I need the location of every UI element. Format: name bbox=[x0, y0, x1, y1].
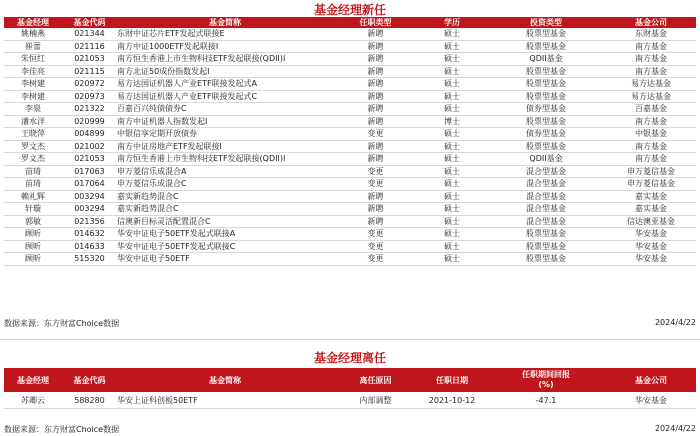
col-header-return: 任职期间回报 (%) bbox=[486, 368, 606, 392]
table-cell: 股票型基金 bbox=[526, 41, 566, 51]
table-cell: 硕士 bbox=[444, 191, 460, 201]
table-cell: 中银基金 bbox=[635, 129, 667, 139]
table-cell: 南方恒生香港上市生物科技ETF发起联接(QDII)I bbox=[117, 154, 286, 164]
table-cell: 罗文杰 bbox=[21, 141, 45, 151]
table-cell: 硕士 bbox=[444, 204, 460, 214]
table-cell: 020999 bbox=[74, 116, 105, 126]
table-cell: 混合型基金 bbox=[526, 216, 566, 226]
table-row bbox=[4, 28, 696, 40]
table-cell: 硕士 bbox=[444, 29, 460, 39]
table-cell: 017064 bbox=[74, 179, 105, 189]
table-cell: 股票型基金 bbox=[526, 241, 566, 251]
table-cell: 021053 bbox=[74, 54, 105, 64]
table-cell: 苗琦 bbox=[25, 166, 41, 176]
data-source-text: 数据来源：东方财富Choice数据 bbox=[4, 319, 120, 328]
table-cell: 014632 bbox=[74, 229, 105, 239]
table-cell: 003294 bbox=[74, 204, 105, 214]
table-cell: 新聘 bbox=[367, 191, 384, 201]
table-cell: 华安基金 bbox=[635, 229, 667, 239]
table-cell: 李树建 bbox=[21, 79, 45, 89]
table-cell: 新聘 bbox=[367, 79, 384, 89]
table-cell: 顾昕 bbox=[25, 229, 41, 239]
table-header-row bbox=[4, 17, 696, 28]
table-cell: 硕士 bbox=[444, 154, 460, 164]
table-cell: 嘉实基金 bbox=[635, 191, 667, 201]
table-cell: 021322 bbox=[74, 104, 105, 114]
table-cell: 南方基金 bbox=[635, 141, 667, 151]
table-cell: 变更 bbox=[367, 129, 384, 139]
table-cell: 南方恒生香港上市生物科技ETF发起联接(QDII)I bbox=[117, 54, 286, 64]
new-managers-table bbox=[4, 17, 696, 266]
table-cell: 华安基金 bbox=[635, 254, 667, 264]
table-cell: 新聘 bbox=[367, 104, 384, 114]
table-cell: 新聘 bbox=[367, 66, 384, 76]
table-cell: 崔蕾 bbox=[25, 41, 41, 51]
table-cell: 硕士 bbox=[444, 241, 460, 251]
table-cell: 申万菱信基金 bbox=[627, 179, 675, 189]
section-divider bbox=[0, 339, 700, 340]
table-cell: -47.1 bbox=[535, 395, 557, 405]
table-row bbox=[4, 78, 696, 91]
table-cell: 华安中证电子50ETF发起式联接C bbox=[117, 241, 236, 251]
table-cell: 021053 bbox=[74, 154, 105, 164]
table-cell: 股票型基金 bbox=[526, 91, 566, 101]
table-row bbox=[4, 240, 696, 253]
table-cell: 赖礼辉 bbox=[21, 191, 45, 201]
table-cell: 017063 bbox=[74, 166, 105, 176]
date-text: 2024/4/22 bbox=[654, 318, 696, 327]
table-cell: 硕士 bbox=[444, 54, 460, 64]
table-cell: QDII基金 bbox=[529, 54, 563, 64]
table-cell: 南方基金 bbox=[635, 66, 667, 76]
table-cell: 003294 bbox=[74, 191, 105, 201]
table-cell: 新聘 bbox=[367, 41, 384, 51]
table-cell: 轩璇 bbox=[25, 204, 41, 214]
table-cell: 变更 bbox=[367, 229, 384, 239]
table-row bbox=[4, 228, 696, 241]
table-cell: 新聘 bbox=[367, 141, 384, 151]
table-cell: 股票型基金 bbox=[526, 141, 566, 151]
col-header-education: 学历 bbox=[418, 17, 486, 28]
table-cell: 硕士 bbox=[444, 129, 460, 139]
table-cell: 南方基金 bbox=[635, 41, 667, 51]
table-cell: 014633 bbox=[74, 241, 105, 251]
table-cell: 中银信享定期开放债券 bbox=[117, 129, 197, 139]
table-cell: 硕士 bbox=[444, 166, 460, 176]
section-title-departed-managers: 基金经理离任 bbox=[313, 351, 386, 365]
table-cell: 信澳新目标灵活配置混合C bbox=[117, 216, 211, 226]
table-cell: 硕士 bbox=[444, 216, 460, 226]
table-cell: 硕士 bbox=[444, 229, 460, 239]
col-header-type: 任职类型 bbox=[333, 17, 418, 28]
table-cell: 苏卿云 bbox=[21, 395, 45, 405]
col-header-start-date: 任职日期 bbox=[418, 368, 486, 392]
table-cell: 2021-10-12 bbox=[428, 395, 476, 405]
table-cell: 变更 bbox=[367, 254, 384, 264]
table-cell: 申万菱信乐成混合A bbox=[117, 166, 187, 176]
table-cell: 南方基金 bbox=[635, 54, 667, 64]
table-cell: 新聘 bbox=[367, 116, 384, 126]
table-cell: 易方达基金 bbox=[631, 91, 671, 101]
col-header-company: 基金公司 bbox=[606, 17, 696, 28]
table-cell: 南方中证房地产ETF发起联接I bbox=[117, 141, 222, 151]
table-cell: 新聘 bbox=[367, 154, 384, 164]
data-source-text: 数据来源：东方财富Choice数据 bbox=[4, 425, 120, 434]
table-cell: 021344 bbox=[74, 29, 105, 39]
table-cell: 朱恒红 bbox=[21, 54, 45, 64]
col-header-name: 基金简称 bbox=[117, 17, 333, 28]
table-row bbox=[4, 203, 696, 216]
table-cell: 混合型基金 bbox=[526, 204, 566, 214]
table-cell: 021116 bbox=[74, 41, 105, 51]
table-cell: 硕士 bbox=[444, 66, 460, 76]
table-cell: 嘉实基金 bbox=[635, 204, 667, 214]
col-header-reason: 离任原因 bbox=[333, 368, 418, 392]
table-cell: 股票型基金 bbox=[526, 229, 566, 239]
table-cell: 东财中证芯片ETF发起式联接E bbox=[117, 29, 225, 39]
table-cell: 李佳亮 bbox=[21, 66, 45, 76]
table-row bbox=[4, 103, 696, 116]
table-cell: 顾昕 bbox=[25, 241, 41, 251]
table-cell: 变更 bbox=[367, 166, 384, 176]
table-cell: 内部调整 bbox=[359, 395, 392, 405]
table-cell: 南方北证50成份指数发起I bbox=[117, 66, 210, 76]
table-cell: 易方达国证机器人产业ETF联接发起式C bbox=[117, 91, 258, 101]
footer-2 bbox=[4, 424, 696, 435]
table-cell: 百嘉百兴纯债债券C bbox=[117, 104, 187, 114]
table-cell: 股票型基金 bbox=[526, 79, 566, 89]
table-cell: 李树建 bbox=[21, 91, 45, 101]
table-cell: 博士 bbox=[444, 116, 460, 126]
table-cell: 004899 bbox=[74, 129, 105, 139]
table-row bbox=[4, 115, 696, 128]
table-cell: 债券型基金 bbox=[526, 104, 566, 114]
table-row bbox=[4, 190, 696, 203]
table-cell: 罗文杰 bbox=[21, 154, 45, 164]
table-cell: 新聘 bbox=[367, 204, 384, 214]
table-row bbox=[4, 65, 696, 78]
table-cell: 王晓萍 bbox=[21, 129, 45, 139]
table-cell: 新聘 bbox=[367, 54, 384, 64]
table-cell: QDII基金 bbox=[529, 154, 563, 164]
table-cell: 股票型基金 bbox=[526, 66, 566, 76]
table-cell: 混合型基金 bbox=[526, 179, 566, 189]
table-cell: 515320 bbox=[74, 254, 105, 264]
table-row bbox=[4, 178, 696, 191]
col-header-code: 基金代码 bbox=[62, 17, 117, 28]
table-cell: 硕士 bbox=[444, 91, 460, 101]
col-header-name: 基金简称 bbox=[117, 368, 333, 392]
table-cell: 硕士 bbox=[444, 141, 460, 151]
table-cell: 嘉实新趋势混合C bbox=[117, 204, 179, 214]
table-cell: 债券型基金 bbox=[526, 129, 566, 139]
table-header-row bbox=[4, 368, 696, 392]
table-row bbox=[4, 90, 696, 103]
table-row bbox=[4, 53, 696, 66]
departed-managers-table bbox=[4, 368, 696, 409]
date-text: 2024/4/22 bbox=[654, 424, 696, 433]
table-cell: 股票型基金 bbox=[526, 254, 566, 264]
table-cell: 南方基金 bbox=[635, 154, 667, 164]
footer-1 bbox=[4, 318, 696, 329]
table-cell: 苗琦 bbox=[25, 179, 41, 189]
table-cell: 郭敏 bbox=[25, 216, 41, 226]
table-cell: 021002 bbox=[74, 141, 105, 151]
table-cell: 硕士 bbox=[444, 79, 460, 89]
table-cell: 华安中证电子50ETF bbox=[117, 254, 190, 264]
table-cell: 易方达国证机器人产业ETF联接发起式A bbox=[117, 79, 258, 89]
table-cell: 潘水洋 bbox=[21, 116, 45, 126]
table-cell: 李泉 bbox=[25, 104, 41, 114]
table-cell: 姚楠燕 bbox=[21, 29, 45, 39]
table-row bbox=[4, 215, 696, 228]
table-cell: 变更 bbox=[367, 179, 384, 189]
col-header-invest-type: 投资类型 bbox=[486, 17, 606, 28]
table-cell: 020972 bbox=[74, 79, 105, 89]
table-cell: 华安中证电子50ETF发起式联接A bbox=[117, 229, 236, 239]
table-cell: 020973 bbox=[74, 91, 105, 101]
table-cell: 股票型基金 bbox=[526, 116, 566, 126]
table-cell: 新聘 bbox=[367, 91, 384, 101]
table-cell: 588280 bbox=[74, 395, 105, 405]
table-cell: 021356 bbox=[74, 216, 105, 226]
table-cell: 华安上证科创板50ETF bbox=[117, 395, 198, 405]
table-cell: 硕士 bbox=[444, 104, 460, 114]
col-header-company: 基金公司 bbox=[606, 368, 696, 392]
table-row bbox=[4, 153, 696, 166]
table-row bbox=[4, 128, 696, 141]
table-cell: 新聘 bbox=[367, 216, 384, 226]
table-row bbox=[4, 392, 696, 409]
table-row bbox=[4, 253, 696, 266]
col-header-manager: 基金经理 bbox=[4, 17, 62, 28]
table-cell: 混合型基金 bbox=[526, 166, 566, 176]
table-cell: 南方中证机器人指数发起I bbox=[117, 116, 208, 126]
table-cell: 易方达基金 bbox=[631, 79, 671, 89]
table-cell: 股票型基金 bbox=[526, 29, 566, 39]
table-row bbox=[4, 165, 696, 178]
table-cell: 申万菱信乐成混合C bbox=[117, 179, 187, 189]
table-cell: 混合型基金 bbox=[526, 191, 566, 201]
table-cell: 南方基金 bbox=[635, 116, 667, 126]
table-cell: 硕士 bbox=[444, 254, 460, 264]
section-title-new-managers: 基金经理新任 bbox=[313, 3, 386, 17]
table-cell: 华安基金 bbox=[635, 395, 667, 405]
table-cell: 硕士 bbox=[444, 41, 460, 51]
col-header-manager: 基金经理 bbox=[4, 368, 62, 392]
table-cell: 嘉实新趋势混合C bbox=[117, 191, 179, 201]
table-cell: 申万菱信基金 bbox=[627, 166, 675, 176]
table-cell: 南方中证1000ETF发起联接I bbox=[117, 41, 219, 51]
table-cell: 华安基金 bbox=[635, 241, 667, 251]
table-cell: 顾昕 bbox=[25, 254, 41, 264]
table-cell: 新聘 bbox=[367, 29, 384, 39]
table-cell: 信达澳亚基金 bbox=[627, 216, 675, 226]
table-cell: 021115 bbox=[74, 66, 105, 76]
table-cell: 东财基金 bbox=[635, 29, 667, 39]
table-cell: 硕士 bbox=[444, 179, 460, 189]
table-row bbox=[4, 140, 696, 153]
table-cell: 百嘉基金 bbox=[635, 104, 667, 114]
table-row bbox=[4, 40, 696, 53]
col-header-code: 基金代码 bbox=[62, 368, 117, 392]
table-cell: 变更 bbox=[367, 241, 384, 251]
